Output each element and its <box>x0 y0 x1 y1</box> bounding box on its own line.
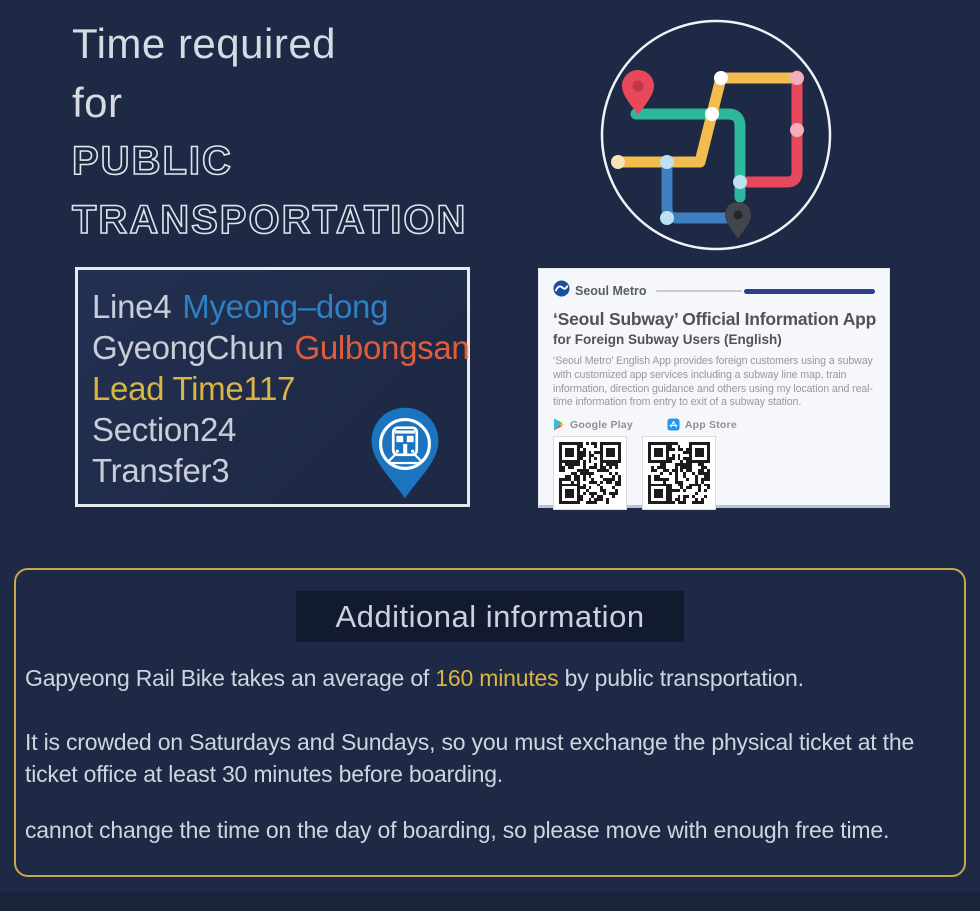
p1-highlight: 160 minutes <box>435 665 559 691</box>
route-gyeongchun-row <box>92 327 469 368</box>
app-card-title: ‘Seoul Subway’ Official Information App <box>553 309 877 329</box>
title-line-3: PUBLIC <box>72 139 233 183</box>
black-location-pin-icon <box>725 202 751 239</box>
title-line-4: TRANSPORTATION <box>72 198 468 242</box>
title-line-2: for <box>72 79 123 126</box>
info-paragraph-2: It is crowded on Saturdays and Sundays, so you must exchange the physical ticket at the ticket office at least 30 minutes before boarding. <box>25 729 915 787</box>
additional-info-box <box>14 568 966 877</box>
google-play-label: Google Play <box>570 418 633 431</box>
qr-code-app-store <box>642 436 716 510</box>
additional-info-heading: Additional information <box>296 591 684 642</box>
app-store-icon <box>667 418 680 431</box>
route-info-box <box>75 267 470 507</box>
google-play-badge <box>553 418 633 431</box>
route-line4-row <box>92 286 469 327</box>
line4-label: Line4 <box>92 288 172 325</box>
gyeongchun-label: GyeongChun <box>92 329 284 366</box>
lead-time-row: Lead Time117 <box>92 370 296 407</box>
metro-map-icon <box>596 15 836 255</box>
transfer-row: Transfer3 <box>92 452 230 489</box>
page-title <box>72 14 467 250</box>
app-card-description: ‘Seoul Metro’ English App provides foreign customers using a subway with customized app services including a subway line map, train information, direction guidance and others using my location and real-time information from entry to exit of a subway station. <box>553 355 873 409</box>
title-line-1: Time required <box>72 20 337 67</box>
seoul-subway-app-card <box>538 268 890 508</box>
header-divider-thick <box>744 289 875 294</box>
google-play-icon <box>553 418 565 431</box>
info-paragraph-1 <box>25 662 961 694</box>
qr-code-google-play <box>553 436 627 510</box>
subway-location-pin-icon <box>364 406 446 500</box>
line4-station: Myeong–dong <box>182 288 389 325</box>
app-card-subtitle: for Foreign Subway Users (English) <box>553 332 782 347</box>
app-store-badge <box>667 418 737 431</box>
seoul-metro-logo-icon <box>553 280 570 302</box>
brand-label: Seoul Metro <box>575 284 647 298</box>
app-store-label: App Store <box>684 418 737 431</box>
section-row: Section24 <box>92 411 237 448</box>
p1-text-pre: Gapyeong Rail Bike takes an average of <box>25 665 436 691</box>
header-divider-thin <box>656 290 742 292</box>
store-badges-row <box>553 418 875 431</box>
app-card-header <box>553 280 875 302</box>
gyeongchun-station: Gulbongsan <box>294 329 470 366</box>
info-paragraph-3: cannot change the time on the day of boarding, so please move with enough free time. <box>25 817 890 843</box>
red-location-pin-icon <box>622 70 654 115</box>
bottom-edge-strip <box>0 893 980 911</box>
p1-text-post: by public transportation. <box>558 665 804 691</box>
qr-codes-row <box>553 436 875 510</box>
